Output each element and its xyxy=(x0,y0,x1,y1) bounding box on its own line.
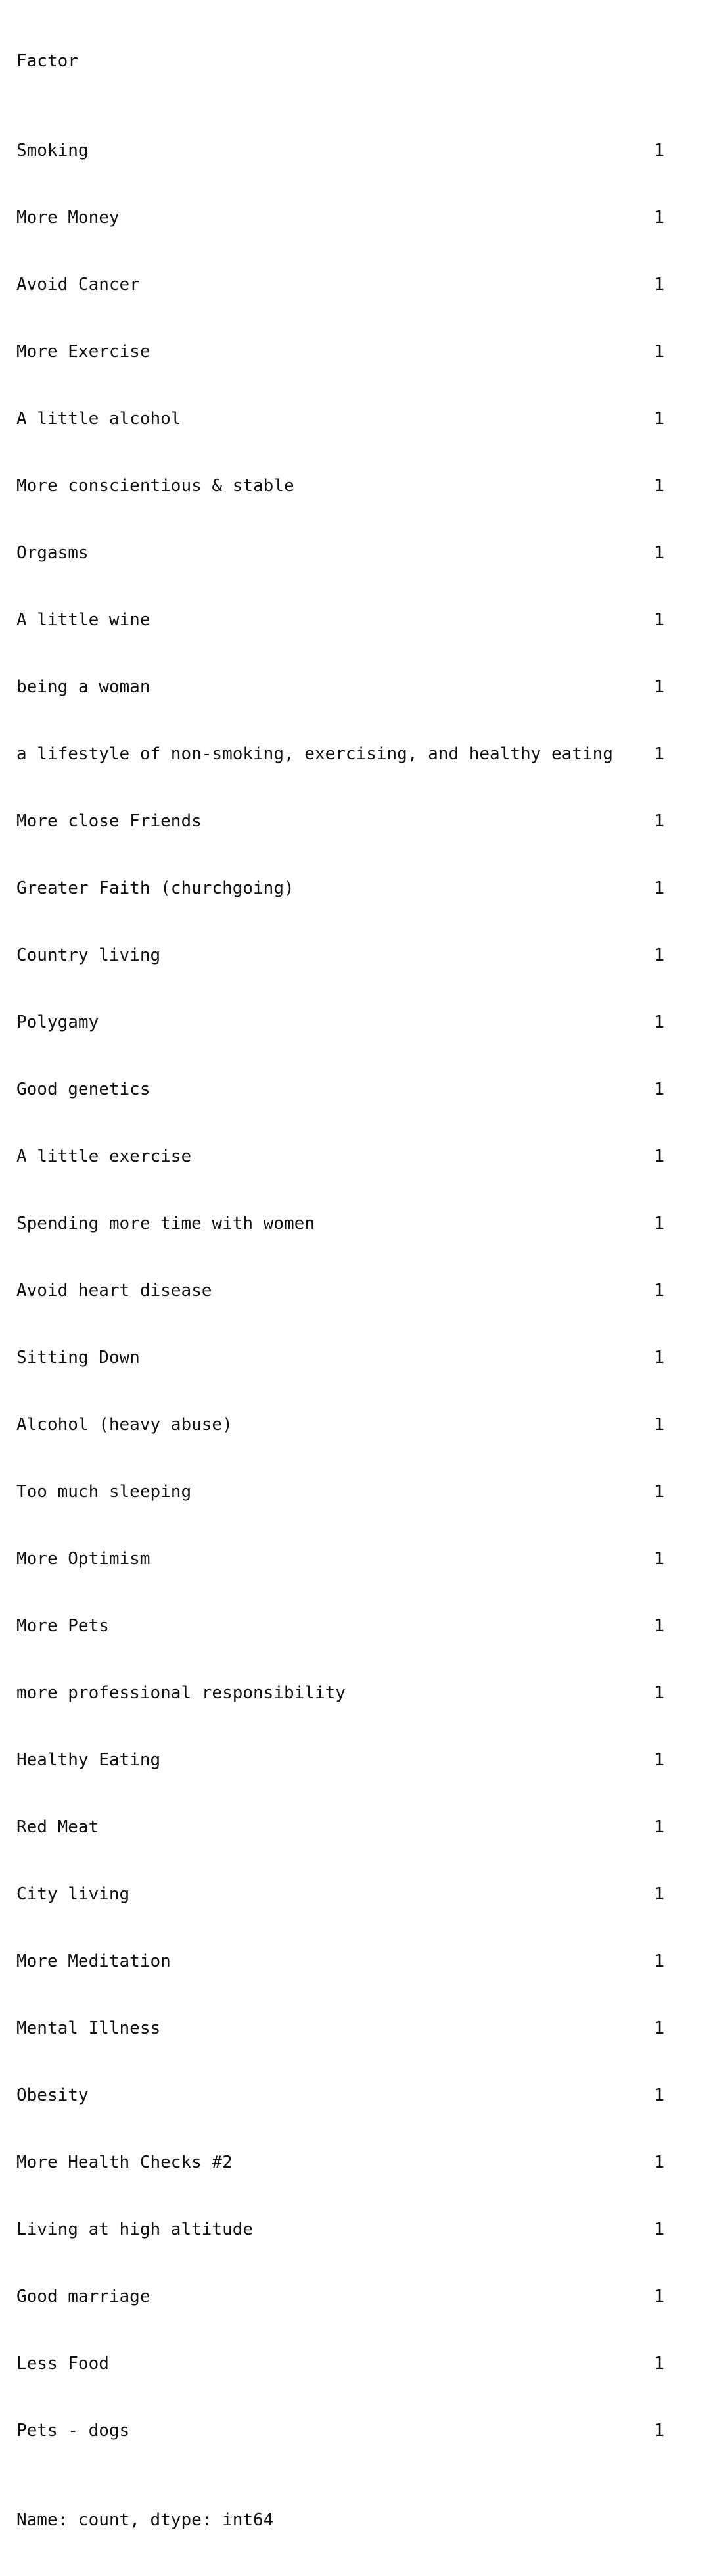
count-value: 1 xyxy=(654,208,664,227)
count-value: 1 xyxy=(654,1080,664,1099)
factor-label: More conscientious & stable xyxy=(16,476,294,496)
dtype-footer: Name: count, dtype: int64 xyxy=(16,2510,274,2530)
series-row xyxy=(16,1682,667,1704)
count-value: 1 xyxy=(654,1281,664,1300)
series-row xyxy=(16,2084,667,2107)
count-value: 1 xyxy=(654,1415,664,1435)
factor-label: Alcohol (heavy abuse) xyxy=(16,1415,233,1435)
series-row xyxy=(16,1883,667,1905)
factor-label: More Pets xyxy=(16,1616,109,1636)
factor-label: Pets - dogs xyxy=(16,2421,130,2441)
count-value: 1 xyxy=(654,1214,664,1233)
series-row xyxy=(16,1749,667,1771)
index-name-line xyxy=(16,50,667,72)
series-row xyxy=(16,1414,667,1436)
count-value: 1 xyxy=(654,2421,664,2441)
factor-label: Smoking xyxy=(16,141,89,160)
factor-label: Sitting Down xyxy=(16,1348,140,1368)
factor-label: Avoid heart disease xyxy=(16,1281,212,1300)
series-row xyxy=(16,810,667,832)
factor-label: Good marriage xyxy=(16,2287,150,2306)
index-name: Factor xyxy=(16,51,78,71)
series-row xyxy=(16,2352,667,2375)
count-value: 1 xyxy=(654,1013,664,1032)
count-value: 1 xyxy=(654,2354,664,2373)
count-value: 1 xyxy=(654,1616,664,1636)
factor-label: Spending more time with women xyxy=(16,1214,315,1233)
count-value: 1 xyxy=(654,610,664,630)
factor-label: More Meditation xyxy=(16,1951,171,1971)
series-row xyxy=(16,1816,667,1838)
count-value: 1 xyxy=(654,141,664,160)
count-value: 1 xyxy=(654,2018,664,2038)
factor-label: More Money xyxy=(16,208,120,227)
dtype-footer-line xyxy=(16,2509,667,2531)
count-value: 1 xyxy=(654,409,664,429)
series-row xyxy=(16,139,667,162)
series-row xyxy=(16,1950,667,1972)
count-value: 1 xyxy=(654,2153,664,2172)
series-row xyxy=(16,1078,667,1101)
factor-label: A little wine xyxy=(16,610,150,630)
factor-label: Red Meat xyxy=(16,1817,99,1837)
series-row xyxy=(16,2017,667,2039)
series-row xyxy=(16,1279,667,1302)
count-value: 1 xyxy=(654,1147,664,1166)
count-value: 1 xyxy=(654,1951,664,1971)
series-row xyxy=(16,1548,667,1570)
series-row xyxy=(16,542,667,564)
factor-label: A little exercise xyxy=(16,1147,192,1166)
factor-label: more professional responsibility xyxy=(16,1683,346,1703)
series-row xyxy=(16,877,667,899)
factor-label: being a woman xyxy=(16,677,150,697)
count-value: 1 xyxy=(654,1683,664,1703)
count-value: 1 xyxy=(654,275,664,295)
factor-label: Less Food xyxy=(16,2354,109,2373)
factor-label: More Exercise xyxy=(16,342,150,362)
series-row xyxy=(16,2285,667,2308)
count-value: 1 xyxy=(654,744,664,764)
factor-label: Obesity xyxy=(16,2086,89,2105)
factor-label: More Optimism xyxy=(16,1549,150,1569)
count-value: 1 xyxy=(654,2086,664,2105)
count-value: 1 xyxy=(654,2220,664,2239)
factor-label: Avoid Cancer xyxy=(16,275,140,295)
count-value: 1 xyxy=(654,677,664,697)
series-row xyxy=(16,743,667,765)
series-row xyxy=(16,944,667,966)
series-row xyxy=(16,1615,667,1637)
count-value: 1 xyxy=(654,1817,664,1837)
series-row xyxy=(16,1212,667,1235)
count-value: 1 xyxy=(654,2287,664,2306)
factor-label: Greater Faith (churchgoing) xyxy=(16,878,294,898)
count-value: 1 xyxy=(654,1482,664,1502)
series-row xyxy=(16,274,667,296)
factor-label: Healthy Eating xyxy=(16,1750,161,1770)
series-output xyxy=(16,5,667,2554)
count-value: 1 xyxy=(654,878,664,898)
factor-label: A little alcohol xyxy=(16,409,181,429)
factor-label: City living xyxy=(16,1884,130,1904)
factor-label: Orgasms xyxy=(16,543,89,563)
count-value: 1 xyxy=(654,1549,664,1569)
count-value: 1 xyxy=(654,543,664,563)
factor-label: Living at high altitude xyxy=(16,2220,254,2239)
series-row xyxy=(16,2420,667,2442)
count-value: 1 xyxy=(654,1750,664,1770)
factor-label: Mental Illness xyxy=(16,2018,161,2038)
count-value: 1 xyxy=(654,945,664,965)
series-row xyxy=(16,475,667,497)
factor-label: More close Friends xyxy=(16,811,202,831)
series-row xyxy=(16,609,667,631)
series-row xyxy=(16,2151,667,2174)
factor-label: More Health Checks #2 xyxy=(16,2153,233,2172)
factor-label: Good genetics xyxy=(16,1080,150,1099)
series-row xyxy=(16,206,667,229)
series-row xyxy=(16,1481,667,1503)
count-value: 1 xyxy=(654,342,664,362)
factor-label: Country living xyxy=(16,945,161,965)
factor-label: Too much sleeping xyxy=(16,1482,192,1502)
count-value: 1 xyxy=(654,1348,664,1368)
count-value: 1 xyxy=(654,476,664,496)
factor-label: a lifestyle of non-smoking, exercising, and healthy eating xyxy=(16,744,613,764)
factor-label: Polygamy xyxy=(16,1013,99,1032)
series-row xyxy=(16,1347,667,1369)
count-value: 1 xyxy=(654,1884,664,1904)
series-row xyxy=(16,676,667,698)
series-row xyxy=(16,341,667,363)
series-row xyxy=(16,408,667,430)
count-value: 1 xyxy=(654,811,664,831)
series-row xyxy=(16,1145,667,1168)
series-row xyxy=(16,2218,667,2241)
series-row xyxy=(16,1011,667,1034)
